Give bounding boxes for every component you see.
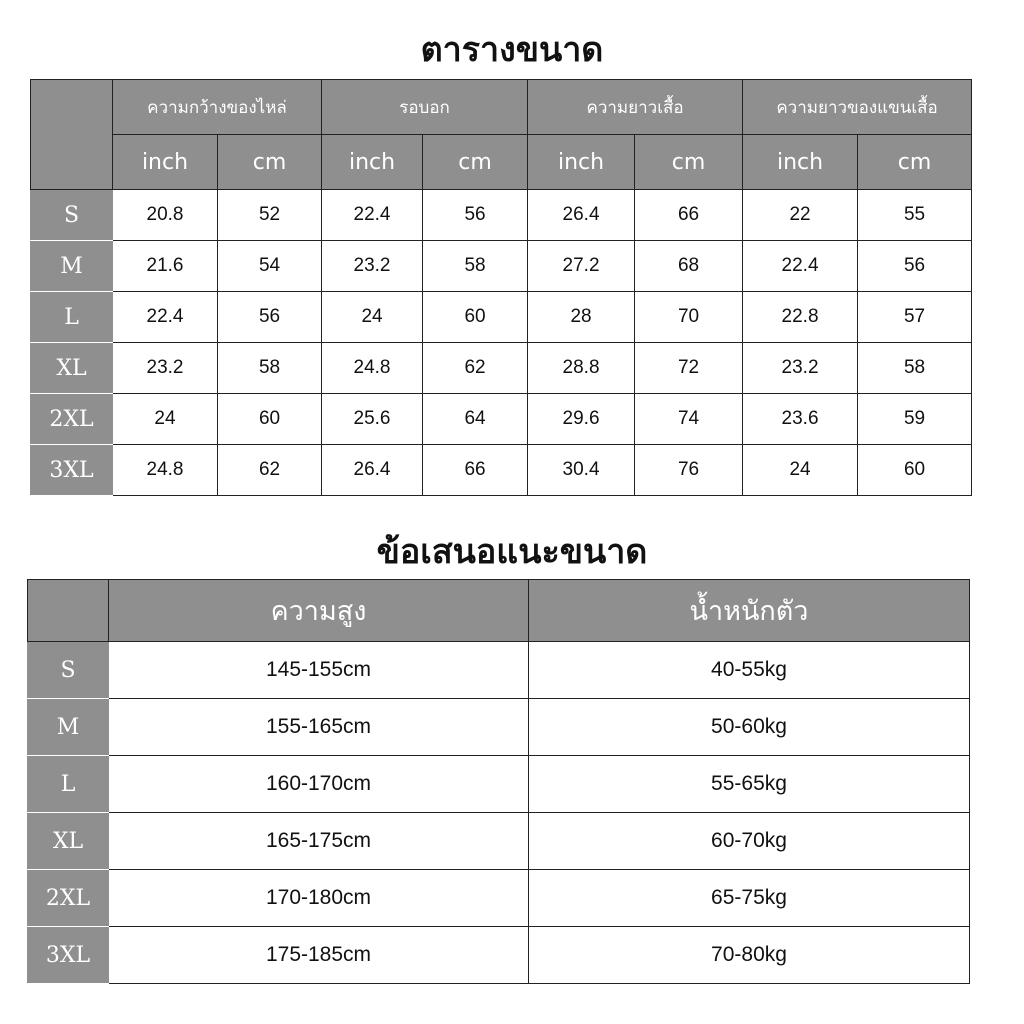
table-cell: 58 [858,343,972,394]
table-cell: 62 [423,343,528,394]
unit-header: cm [218,135,322,190]
size-chart-table [30,79,972,496]
height-cell: 145-155cm [109,642,529,699]
table-cell: 26.4 [528,190,635,241]
table-row [28,870,970,927]
unit-header: inch [528,135,635,190]
table-cell: 60 [858,445,972,496]
size-label: M [31,241,113,292]
height-cell: 165-175cm [109,813,529,870]
column-group-header: ความยาวของแขนเสื้อ [743,80,972,135]
unit-header: inch [322,135,423,190]
size-label: 2XL [31,394,113,445]
size-label: S [28,642,109,699]
table-cell: 28 [528,292,635,343]
height-cell: 160-170cm [109,756,529,813]
table-cell: 60 [218,394,322,445]
table-cell: 27.2 [528,241,635,292]
size-label: 2XL [28,870,109,927]
table-cell: 60 [423,292,528,343]
table-cell: 64 [423,394,528,445]
table-cell: 24.8 [113,445,218,496]
height-cell: 170-180cm [109,870,529,927]
table-cell: 74 [635,394,743,445]
unit-header: inch [743,135,858,190]
table-cell: 24 [743,445,858,496]
corner-cell [28,580,109,642]
unit-header: cm [423,135,528,190]
unit-header: cm [858,135,972,190]
table-cell: 23.2 [322,241,423,292]
recommendation-title: ข้อเสนอแนะขนาด [376,532,648,572]
size-label: XL [31,343,113,394]
column-group-header: ความกว้างของไหล่ [113,80,322,135]
corner-cell [31,80,113,190]
table-cell: 68 [635,241,743,292]
height-header: ความสูง [109,580,529,642]
table-cell: 22.4 [113,292,218,343]
table-cell: 72 [635,343,743,394]
height-cell: 155-165cm [109,699,529,756]
size-label: 3XL [28,927,109,984]
table-row [28,756,970,813]
table-row [31,445,972,496]
table-cell: 23.2 [113,343,218,394]
table-cell: 52 [218,190,322,241]
weight-cell: 60-70kg [529,813,970,870]
table-cell: 62 [218,445,322,496]
size-chart-title: ตารางขนาด [420,30,604,70]
table-row [28,699,970,756]
table-cell: 58 [218,343,322,394]
table-cell: 56 [423,190,528,241]
size-label: M [28,699,109,756]
table-cell: 24 [322,292,423,343]
table-cell: 30.4 [528,445,635,496]
table-row [28,813,970,870]
weight-cell: 50-60kg [529,699,970,756]
size-label: L [28,756,109,813]
table-cell: 28.8 [528,343,635,394]
weight-cell: 70-80kg [529,927,970,984]
table-cell: 66 [423,445,528,496]
size-label: XL [28,813,109,870]
weight-cell: 65-75kg [529,870,970,927]
table-cell: 57 [858,292,972,343]
weight-cell: 55-65kg [529,756,970,813]
table-cell: 22.8 [743,292,858,343]
table-cell: 23.2 [743,343,858,394]
table-cell: 22.4 [743,241,858,292]
table-cell: 56 [218,292,322,343]
weight-cell: 40-55kg [529,642,970,699]
table-cell: 21.6 [113,241,218,292]
unit-header: inch [113,135,218,190]
table-cell: 22 [743,190,858,241]
table-cell: 26.4 [322,445,423,496]
table-cell: 25.6 [322,394,423,445]
column-group-header: ความยาวเสื้อ [528,80,743,135]
table-row [31,190,972,241]
table-row [31,394,972,445]
table-row [28,927,970,984]
table-cell: 59 [858,394,972,445]
table-row [28,642,970,699]
size-recommendation-table [27,579,970,984]
table-cell: 54 [218,241,322,292]
table-row [31,241,972,292]
table-cell: 22.4 [322,190,423,241]
weight-header: น้ำหนักตัว [529,580,970,642]
table-cell: 76 [635,445,743,496]
table-row [31,292,972,343]
table-cell: 29.6 [528,394,635,445]
table-row [31,343,972,394]
table-cell: 66 [635,190,743,241]
table-cell: 23.6 [743,394,858,445]
height-cell: 175-185cm [109,927,529,984]
size-label: S [31,190,113,241]
table-cell: 24 [113,394,218,445]
unit-header: cm [635,135,743,190]
table-cell: 55 [858,190,972,241]
table-cell: 70 [635,292,743,343]
table-cell: 24.8 [322,343,423,394]
table-cell: 56 [858,241,972,292]
size-label: 3XL [31,445,113,496]
table-cell: 58 [423,241,528,292]
column-group-header: รอบอก [322,80,528,135]
table-cell: 20.8 [113,190,218,241]
size-label: L [31,292,113,343]
